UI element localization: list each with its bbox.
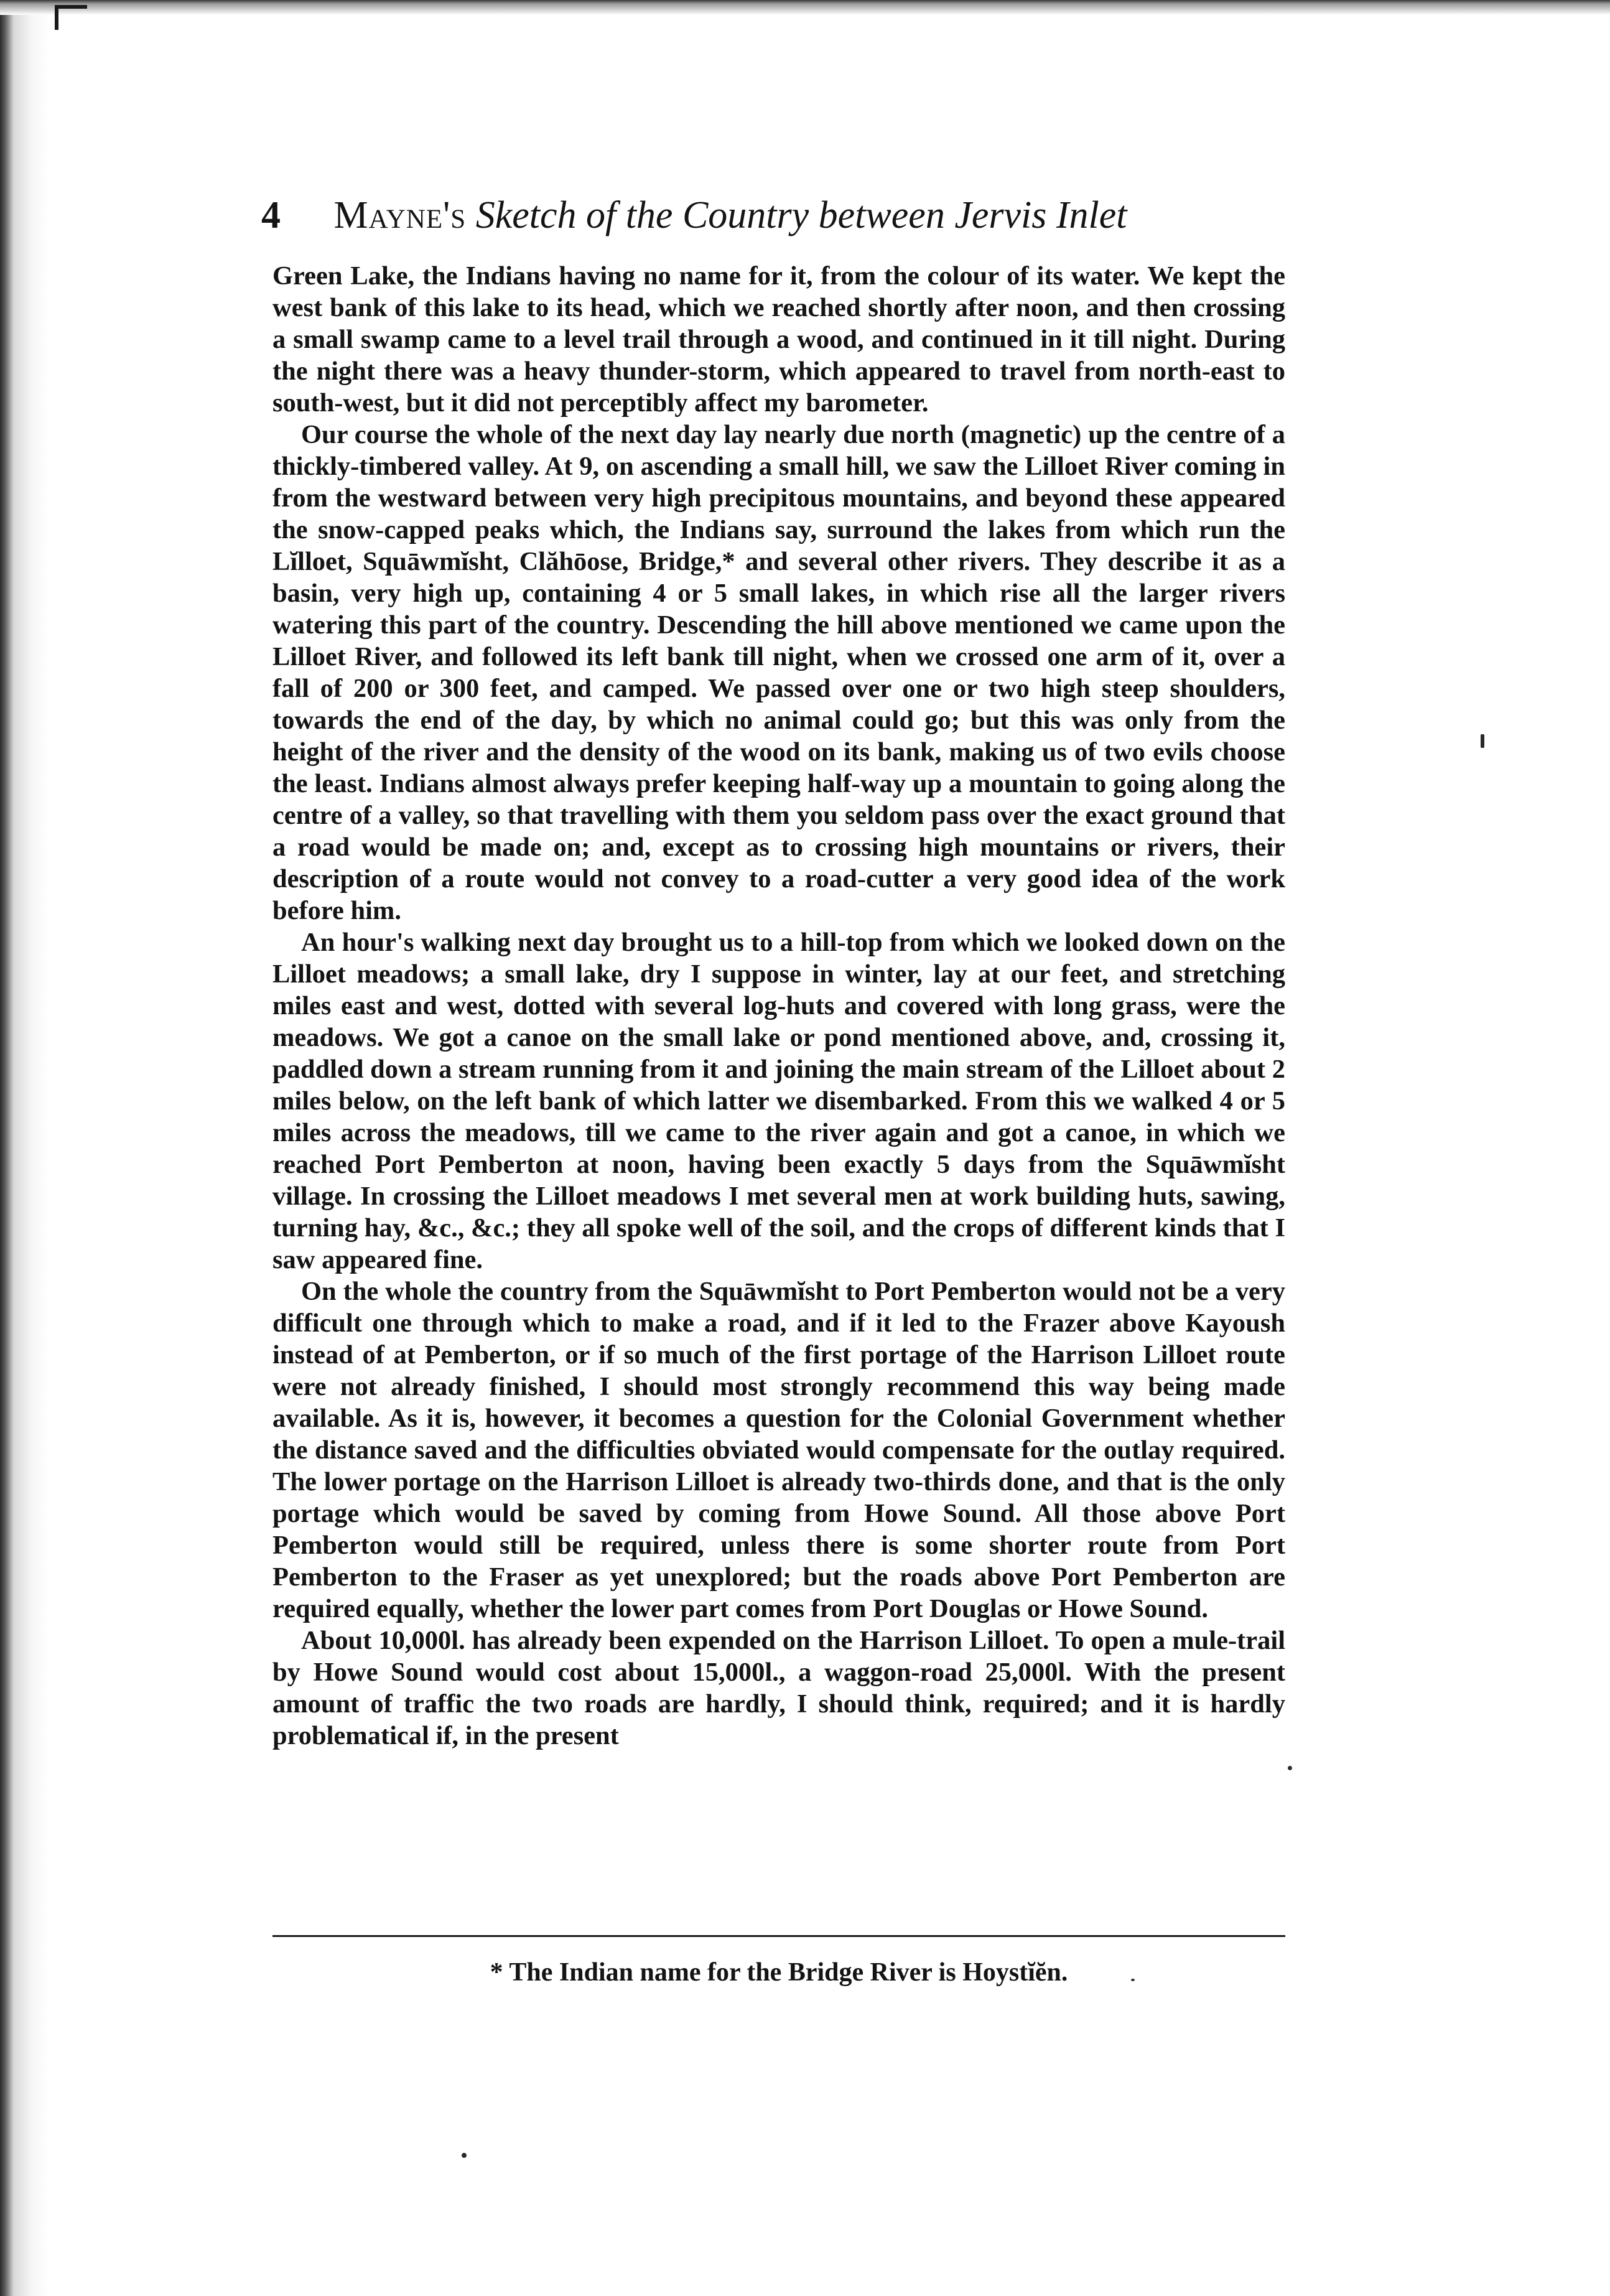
scan-binding-shadow — [0, 0, 49, 2296]
scan-speck — [1288, 1766, 1292, 1770]
footnote-divider — [272, 1935, 1285, 1937]
footnote: * The Indian name for the Bridge River is Hoystĭĕn. — [490, 1958, 1068, 1987]
body-text — [272, 260, 1285, 1915]
paragraph: On the whole the country from the Squāwmĭsht to Port Pemberton would not be a very difficult one through which to make a road, and if it led to the Frazer above Kayoush instead of at Pemberton, or if so much of the first portage of the Harrison Lilloet route were not already finished, I should most strongly recommend this way being made available. As it is, however, it becomes a question for the Colonial Government whether the distance saved and the difficulties obviated would compensate for the outlay required. The lower portage on the Harrison Lilloet is already two-thirds done, and that is the only portage which would be saved by coming from Howe Sound. All those above Port Pemberton would still be required, unless there is some shorter route from Port Pemberton to the Fraser as yet unexplored; but the roads above Port Pemberton are required equally, whether the lower part comes from Port Douglas or Howe Sound. — [272, 1277, 1285, 1623]
scan-top-edge — [0, 0, 1610, 15]
running-head-title: Sketch of the Country between Jervis Inlet — [475, 194, 1127, 236]
scan-speck — [1481, 734, 1484, 748]
running-head-author: Mayne's — [333, 194, 467, 236]
scan-speck — [462, 2153, 467, 2158]
running-header — [261, 184, 1282, 246]
paragraph: Green Lake, the Indians having no name for it, from the colour of its water. We kept the west bank of this lake to its head, which we reached shortly after noon, and then crossing a small swamp came to a level trail through a wood, and continued in it till night. During the night there was a heavy thunder-storm, which appeared to travel from north-east to south-west, but it did not perceptibly affect my barometer. — [272, 261, 1285, 418]
paragraph: About 10,000l. has already been expended on the Harrison Lilloet. To open a mule-trail by Howe Sound would cost about 15,000l., a waggon-road 25,000l. With the present amount of traffic the two roads are hardly, I should think, required; and it is hardly problematical if, in the present — [272, 1626, 1285, 1750]
paragraph: An hour's walking next day brought us to a hill-top from which we looked down on the Lilloet meadows; a small lake, dry I suppose in winter, lay at our feet, and stretching miles east and west, dotted with several log-huts and covered with long grass, were the meadows. We got a canoe on the small lake or pond mentioned above, and, crossing it, paddled down a stream running from it and joining the main stream of the Lilloet about 2 miles below, on the left bank of which latter we disembarked. From this we walked 4 or 5 miles across the meadows, till we came to the river again and got a canoe, in which we reached Port Pemberton at noon, having been exactly 5 days from the Squāwmĭsht village. In crossing the Lilloet meadows I met several men at work building huts, sawing, turning hay, &c., &c.; they all spoke well of the soil, and the crops of different kinds that I saw appeared fine. — [272, 928, 1285, 1274]
scan-speck — [1131, 1979, 1135, 1981]
paragraph: Our course the whole of the next day lay nearly due north (magnetic) up the centre of a thickly-timbered valley. At 9, on ascending a small hill, we saw the Lilloet River coming in from the westward between very high precipitous mountains, and beyond these appeared the snow-capped peaks which, the Indians say, surround the lakes from which run the Lĭlloet, Squāwmĭsht, Clăhōose, Bridge,* and several other rivers. They describe it as a basin, very high up, containing 4 or 5 small lakes, in which rise all the larger rivers watering this part of the country. Descending the hill above mentioned we came upon the Lilloet River, and followed its left bank till night, when we crossed one arm of it, over a fall of 200 or 300 feet, and camped. We passed over one or two high steep shoulders, towards the end of the day, by which no animal could go; but this was only from the height of the river and the density of the wood on its bank, making us of two evils choose the least. Indians almost always prefer keeping half-way up a mountain to going along the centre of a valley, so that travelling with them you seldom pass over the exact ground that a road would be made on; and, except as to crossing high mountains or rivers, their description of a route would not convey to a road-cutter a very good idea of the work before him. — [272, 420, 1285, 925]
page-number: 4 — [261, 194, 281, 236]
scan-corner-mark — [55, 5, 87, 30]
